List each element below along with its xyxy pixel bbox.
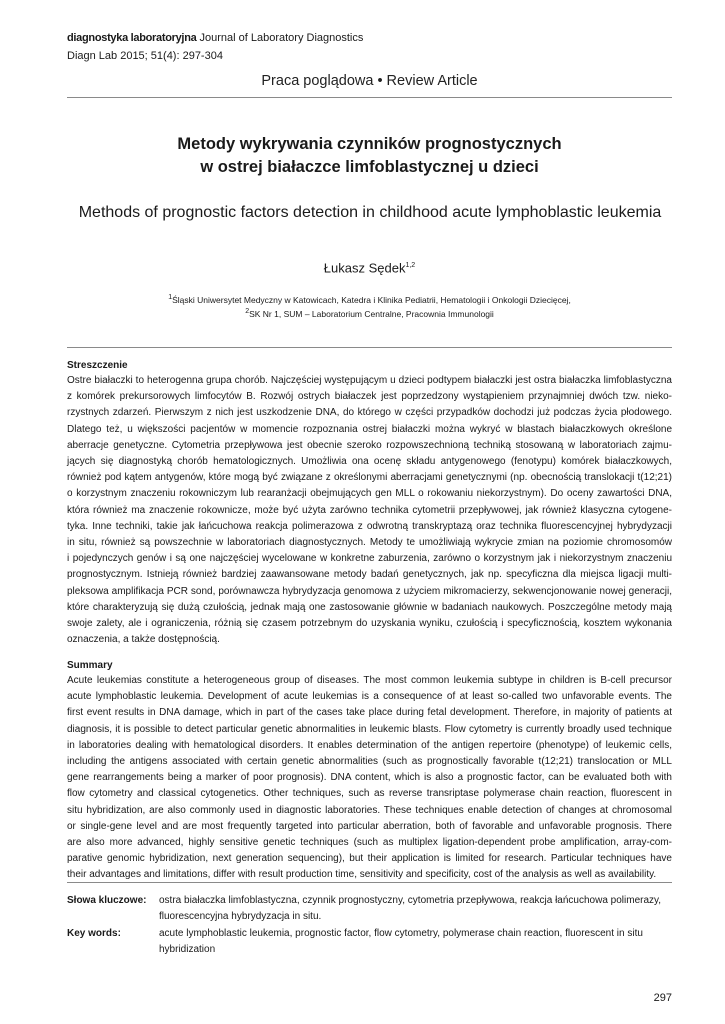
text-line: aberracje genetyczne. Cytometria przepływowa jest obecnie szeroko rozpowszechnioną techniką stosowaną w laboratoriach zajmu- [67, 439, 672, 451]
text-line: diagnosis, it is possible to detect particular genetic abnormalities in leukemic blasts. Flow cytometry is currently broadly used technique [67, 723, 672, 735]
text-line: hybridization [159, 944, 216, 956]
keywords-polish-label: Słowa kluczowe: [67, 895, 147, 906]
author-affiliation-marks: 1,2 [405, 262, 416, 269]
text-line: fluorescencyjna hybrydyzacja in situ. [159, 911, 322, 923]
author-name: Łukasz Sędek [323, 260, 406, 276]
affiliation-1-text: Śląski Uniwersytet Medyczny w Katowicach, Katedra i Klinika Pediatrii, Hematologii i Onkologii Dziecięcej, [172, 294, 571, 305]
title-english: Methods of prognostic factors detection in childhood acute lymphoblastic leukemia [78, 204, 662, 221]
affiliation-2-text: SK Nr 1, SUM – Laboratorium Centralne, Pracownia Immunologii [249, 308, 494, 319]
text-line: rzystnych zdarzeń. Pierwszym z nich jest uszkodzenie DNA, do którego w części przypadków dochodzi już podczas życia płodowego. [67, 407, 672, 419]
journal-brand: diagnostyka laboratoryjna [67, 32, 197, 44]
streszczenie-heading: Streszczenie [67, 360, 128, 371]
keywords-english [67, 926, 672, 959]
text-line: oznaczenia, a także dostępnością. [67, 634, 220, 646]
keywords-english-label: Key words: [67, 928, 121, 939]
text-line: pleksowa amplifikacja PCR sond, porównawcza hybrydyzacja genomowa z użyciem mikromacierzy, sekwencjonowanie nowej generacji, [67, 585, 672, 597]
text-line: z komórek prekursorowych limfocytów B. Rozwój ostrych białaczek jest poprzedzony wystąpieniem przynajmniej dwóch tzw. nieko- [67, 391, 672, 403]
text-line: tyka. Inne techniki, takie jak łańcuchowa reakcja polimerazowa z odwrotną transkryptazą oraz technika fluorescencyjnej hybrydyzacji [67, 520, 672, 532]
text-line: parative genomic hybridization, next generation sequencing), but their application is limited for research. Particular techniques have [67, 853, 672, 865]
text-line: or single-gene level and are most frequently targeted into particular aberration, both of favorable and unfavorable prognosis. There [67, 820, 672, 832]
text-line: first event results in DNA damage, which in part of the cases take place during fetal development. Therefore, in majority of patients at [67, 707, 672, 719]
title-polish [67, 133, 672, 179]
text-line: które charakteryzują się dużą czułością, jednak mają one zastosowanie głównie w badaniach naukowych. Poszczególne metody mają [67, 601, 672, 613]
text-line: która również ma znaczenie rokownicze, może być użyta zarówno technika cytometrii przepływowej, jak również klasyczna cytogene- [67, 504, 672, 516]
text-line: Dlatego też, u większości pacjentów w momencie rozpoznania ostrej białaczki można wykryć w blastach białaczkowych określone [67, 423, 672, 435]
text-line: their advantages and limitations, differ with result production time, sensitivity and specificity, cost of the analysis as well as availability. [67, 869, 657, 881]
text-line: Acute leukemias constitute a heterogeneous group of diseases. The most common leukemia subtype in children is B-cell precursor [67, 675, 672, 686]
affiliation-1 [67, 292, 672, 306]
text-line: flow cytometry and classical cytogenetics. Other techniques, such as reverse transriptase polymerase chain reaction, fluorescent in [67, 788, 672, 800]
text-line: including the antigens associated with certain genetic abnormalities (such as prognostically favorable t(12;21) translocation or MLL [67, 756, 672, 768]
keywords-polish-text [159, 893, 672, 925]
affiliation-1-mark: 1 [168, 294, 173, 301]
text-line: również pod kątem antygenów, które mogą być związane z określonymi aberracjami genetycznymi (np. obecnością translokacji t(12;21) [67, 472, 672, 484]
affiliation-2-mark: 2 [245, 308, 250, 315]
title-polish-line-1: Metody wykrywania czynników prognostycznych [177, 135, 562, 153]
abstract-divider [67, 347, 672, 348]
text-line: i pojedynczych genów i są one najczęściej wycelowane w konkretne zaburzenia, zarówno o korzystnym jak i niekorzystnym znaczeniu [67, 553, 672, 565]
keywords-polish [67, 893, 672, 926]
text-line: o korzystnym znaczeniu rokowniczym lub rearanżacji obejmujących gen MLL o rokowaniu niekorzystnym). Do oceny zawartości DNA, [67, 488, 672, 500]
journal-header [67, 31, 363, 45]
text-line: Ostre białaczki to heterogenna grupa chorób. Najczęściej występującym u dzieci podtypem białaczki jest ostra białaczka limfoblastyczna [67, 375, 672, 386]
text-line: situ hybridization, are also commonly used in diagnostic laboratories. These techniques enable detection of changes at chromosomal [67, 804, 672, 816]
article-type: Praca poglądowa • Review Article [261, 73, 478, 89]
streszczenie-body [67, 373, 672, 648]
text-line: swoje zalety, ale i ograniczenia, różnią się czasem potrzebnym do uzyskania wyniku, czułością i specyficznością, kosztem wykonania [67, 618, 672, 630]
author [67, 258, 672, 276]
summary-body [67, 673, 672, 884]
journal-citation: Diagn Lab 2015; 51(4): 297-304 [67, 50, 223, 62]
summary-heading: Summary [67, 660, 113, 671]
text-line: jących się diagnostyką chorób hematologicznych. Umożliwia ona ocenę składu antygenowego (fenotypu) komórek białaczkowych, [67, 456, 672, 468]
text-line: ostra białaczka limfoblastyczna, czynnik prognostyczny, cytometria przepływowa, reakcja łańcuchowa polimerazy, [159, 895, 662, 906]
keywords-divider [67, 882, 672, 883]
page-number: 297 [653, 992, 672, 1004]
affiliation-2 [67, 306, 672, 320]
text-line: are also more advanced, highly sensitive genetic techniques (such as multiplex ligation-dependent probe amplification, array-com- [67, 837, 672, 849]
text-line: gene rearrangements being a marker of poor prognosis). DNA content, which is also a prognostic factor, can be evaluated both with [67, 772, 672, 784]
text-line: in laboratories dealing with hematological disorders. It enables determination of the antigen repertoire (phenotype) of leukemic cells, [67, 739, 672, 751]
title-polish-line-2: w ostrej białaczce limfoblastycznej u dzieci [200, 158, 539, 176]
text-line: acute lymphoblastic leukemia. Development of acute leukemias is a consequence of at least so-called two unfavorable events. The [67, 691, 672, 703]
header-divider [67, 97, 672, 98]
journal-name: Journal of Laboratory Diagnostics [199, 32, 364, 44]
keywords-english-text [159, 926, 672, 958]
text-line: in situ, również są powszechnie w laboratoriach diagnostycznych. Metody te umożliwiają wykrycie zmian na poziomie chromosomów [67, 537, 672, 549]
text-line: prognostycznym. Istnieją również bardziej zaawansowane metody badań genetycznych, jak np. specyficzna dla miejsca ligacji multi- [67, 569, 672, 581]
text-line: acute lymphoblastic leukemia, prognostic factor, flow cytometry, polymerase chain reaction, fluorescent in situ [159, 928, 643, 939]
